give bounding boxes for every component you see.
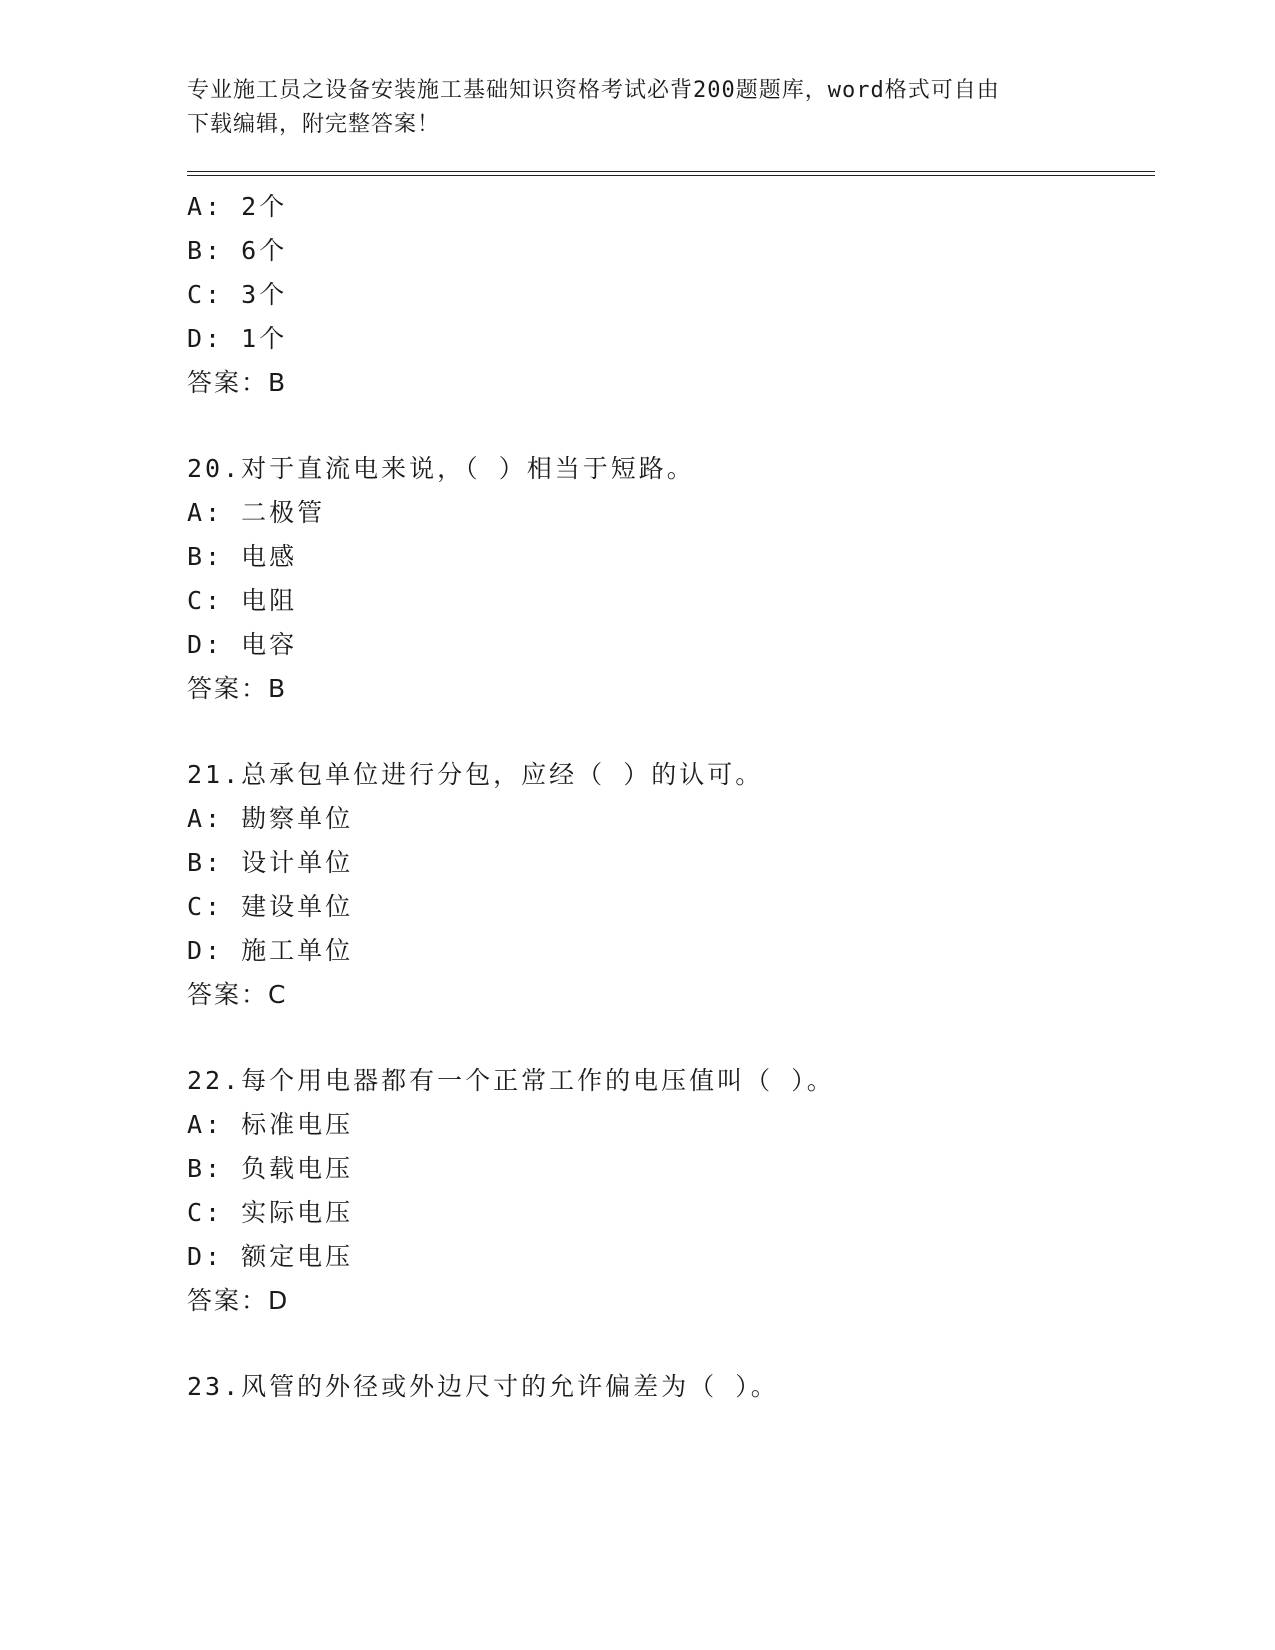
q21-option-b: B: 设计单位 <box>187 848 354 877</box>
q20-option-d: D: 电容 <box>187 630 298 659</box>
q22-option-b: B: 负载电压 <box>187 1154 354 1183</box>
q20-question: 20.对于直流电来说，（ ）相当于短路。 <box>187 454 695 483</box>
q22-question: 22.每个用电器都有一个正常工作的电压值叫（ ）。 <box>187 1066 835 1095</box>
q19-option-b: B: 6个 <box>187 236 288 265</box>
q19-option-d: D: 1个 <box>187 324 288 353</box>
q19-option-a: A: 2个 <box>187 192 288 221</box>
q21-option-d: D: 施工单位 <box>187 936 354 965</box>
q20-option-a: A: 二极管 <box>187 498 326 527</box>
header-line-2: 下载编辑，附完整答案！ <box>187 112 441 137</box>
header-line-1: 专业施工员之设备安装施工基础知识资格考试必背200题题库，word格式可自由 <box>187 78 1000 103</box>
document-header <box>187 74 1067 142</box>
q21-answer: 答案：C <box>187 980 288 1009</box>
header-rule-bottom <box>187 175 1155 176</box>
q20-option-b: B: 电感 <box>187 542 298 571</box>
q22-answer: 答案：D <box>187 1286 290 1315</box>
q21-option-a: A: 勘察单位 <box>187 804 354 833</box>
q21-option-c: C: 建设单位 <box>187 892 354 921</box>
q22-option-c: C: 实际电压 <box>187 1198 354 1227</box>
q19-answer: 答案：B <box>187 368 288 397</box>
q20-option-c: C: 电阻 <box>187 586 298 615</box>
header-rule-top <box>187 171 1155 172</box>
q20-answer: 答案：B <box>187 674 288 703</box>
q21-question: 21.总承包单位进行分包，应经（ ）的认可。 <box>187 760 764 789</box>
q22-option-d: D: 额定电压 <box>187 1242 354 1271</box>
q19-option-c: C: 3个 <box>187 280 288 309</box>
q22-option-a: A: 标准电压 <box>187 1110 354 1139</box>
q23-question: 23.风管的外径或外边尺寸的允许偏差为（ ）。 <box>187 1372 779 1401</box>
